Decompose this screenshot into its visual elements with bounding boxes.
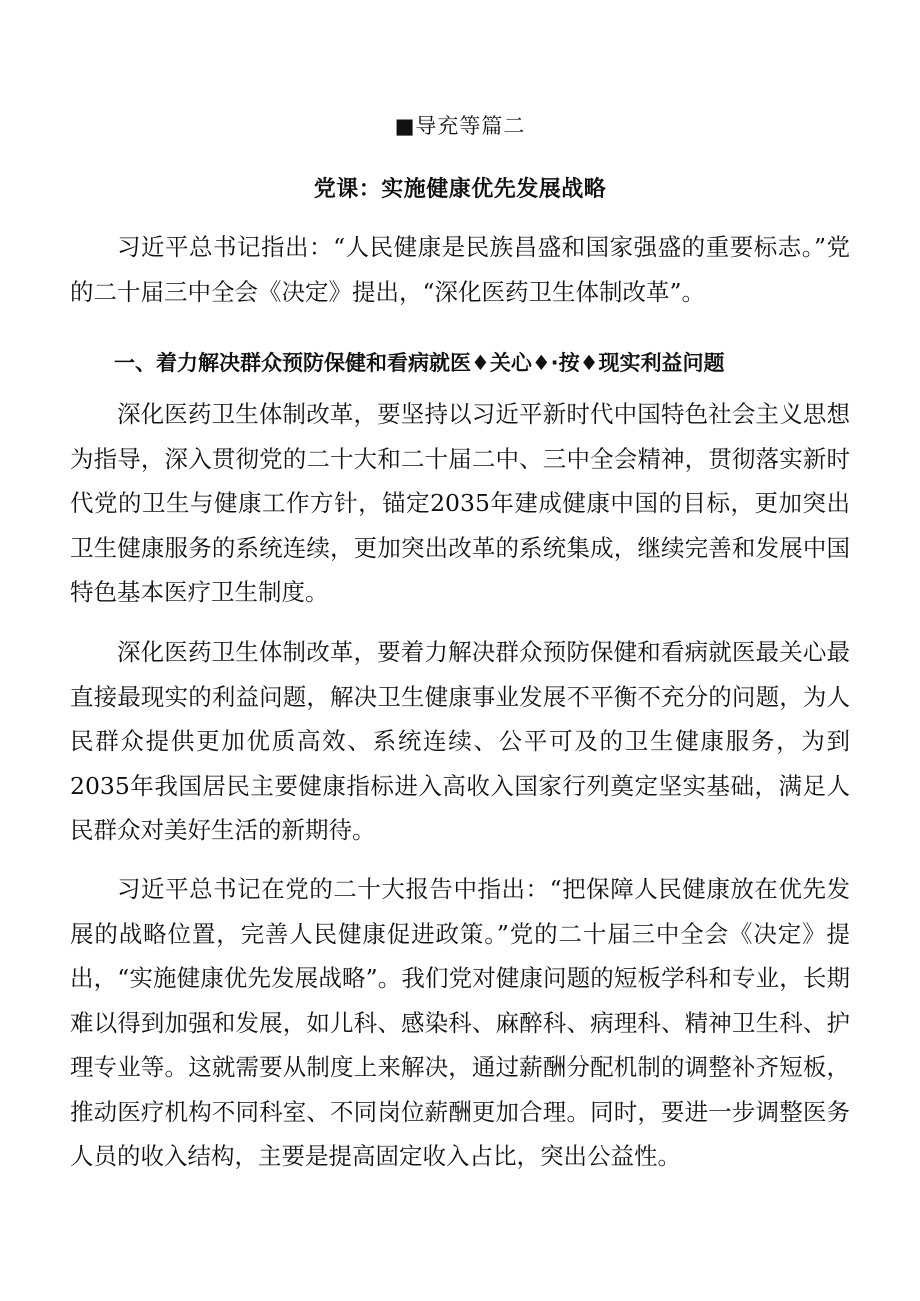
body-paragraph-3: 习近平总书记在党的二十大报告中指出：“把保障人民健康放在优先发展的战略位置，完善人民健康促进政策。”党的二十届三中全会《决定》提出，“实施健康优先发展战略”。我们党对健康问题的短板学科和专业，长期难以得到加强和发展，如儿科、感染科、麻醉科、病理科、精神卫生科、护理专业等。这就需要从制度上来解决，通过薪酬分配机制的调整补齐短板，推动医疗机构不同科室、不同岗位薪酬更加合理。同时，要进一步调整医务人员的收入结构，主要是提高固定收入占比，突出公益性。 (70, 875, 850, 1170)
document-header-label: ■导充等篇二 (394, 114, 526, 138)
section-heading: 一、着力解决群众预防保健和看病就医♦关心♦·按♦现实利益问题 (114, 351, 725, 375)
body-paragraph-1: 深化医药卫生体制改革，要坚持以习近平新时代中国特色社会主义思想为指导，深入贯彻党的二十大和二十届二中、三中全会精神，贯彻落实新时代党的卫生与健康工作方针，锚定2035年建成健康中国的目标，更加突出卫生健康服务的系统连续，更加突出改革的系统集成，继续完善和发展中国特色基本医疗卫生制度。 (70, 400, 850, 606)
intro-paragraph: 习近平总书记指出：“人民健康是民族昌盛和国家强盛的重要标志。”党的二十届三中全会《决定》提出，“深化医药卫生体制改革”。 (70, 233, 850, 306)
body-paragraph-2: 深化医药卫生体制改革，要着力解决群众预防保健和看病就医最关心最直接最现实的利益问题，解决卫生健康事业发展不平衡不充分的问题，为人民群众提供更加优质高效、系统连续、公平可及的卫生健康服务，为到2035年我国居民主要健康指标进入高收入国家行列奠定坚实基础，满足人民群众对美好生活的新期待。 (70, 638, 850, 844)
document-title: 党课：实施健康优先发展战略 (313, 177, 607, 202)
